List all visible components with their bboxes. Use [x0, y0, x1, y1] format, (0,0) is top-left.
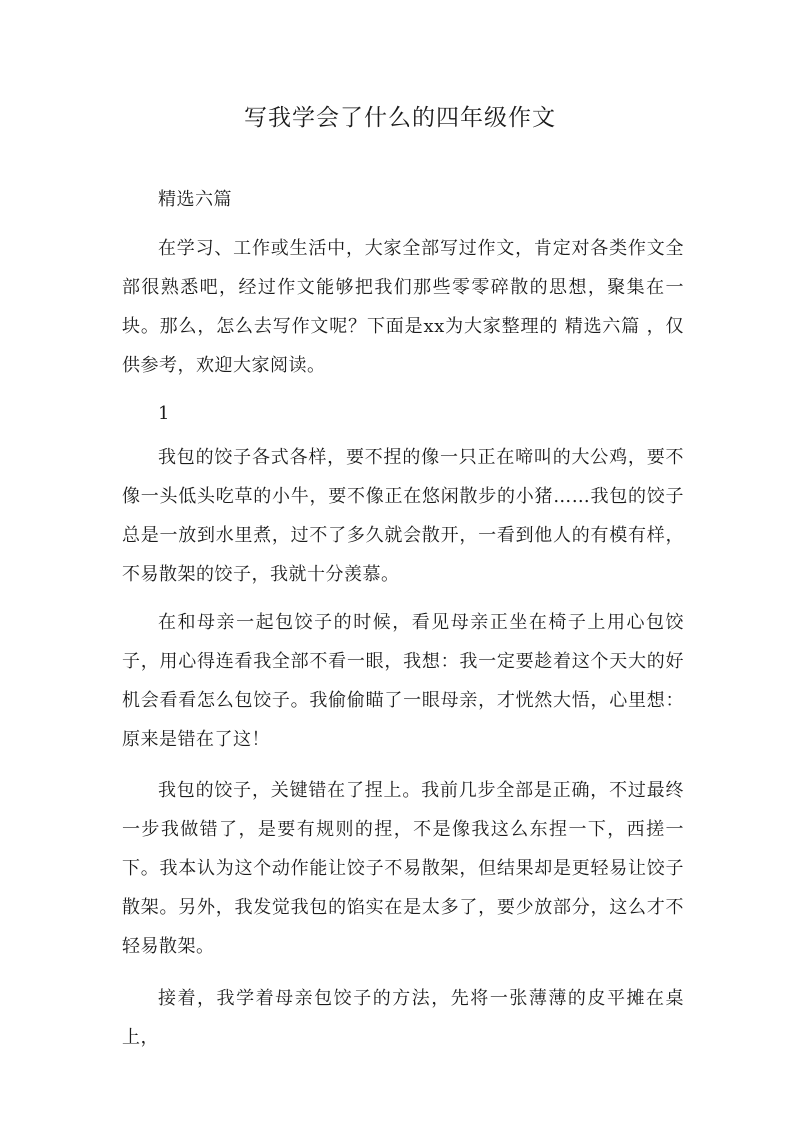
intro-paragraph: 在学习、工作或生活中，大家全部写过作文，肯定对各类作文全部很熟悉吧，经过作文能够把我们那些零零碎散的思想，聚集在一块。那么，怎么去写作文呢？下面是xx为大家整理的 精选六篇 ，仅供参考，欢迎大家阅读。	[122, 238, 684, 376]
body-paragraph: 在和母亲一起包饺子的时候，看见母亲正坐在椅子上用心包饺子，用心得连看我全部不看一眼，我想：我一定要趁着这个天大的好机会看看怎么包饺子。我偷偷瞄了一眼母亲，才恍然大悟，心里想：原来是错在了这！	[122, 612, 684, 750]
document-title: 写我学会了什么的四年级作文	[244, 105, 556, 131]
document-subtitle: 精选六篇	[158, 189, 232, 210]
body-paragraph: 我包的饺子各式各样，要不捏的像一只正在啼叫的大公鸡，要不像一头低头吃草的小牛，要不像正在悠闲散步的小猪……我包的饺子总是一放到水里煮，过不了多久就会散开，一看到他人的有模有样，不易散架的饺子，我就十分羡慕。	[122, 447, 684, 585]
body-paragraph: 我包的饺子，关键错在了捏上。我前几步全部是正确，不过最终一步我做错了，是要有规则的捏，不是像我这么东捏一下，西搓一下。我本认为这个动作能让饺子不易散架，但结果却是更轻易让饺子散架。另外，我发觉我包的馅实在是太多了，要少放部分，这么才不轻易散架。	[122, 780, 684, 957]
body-paragraph: 接着，我学着母亲包饺子的方法，先将一张薄薄的皮平摊在桌上，	[122, 988, 684, 1048]
section-number: 1	[158, 403, 170, 424]
